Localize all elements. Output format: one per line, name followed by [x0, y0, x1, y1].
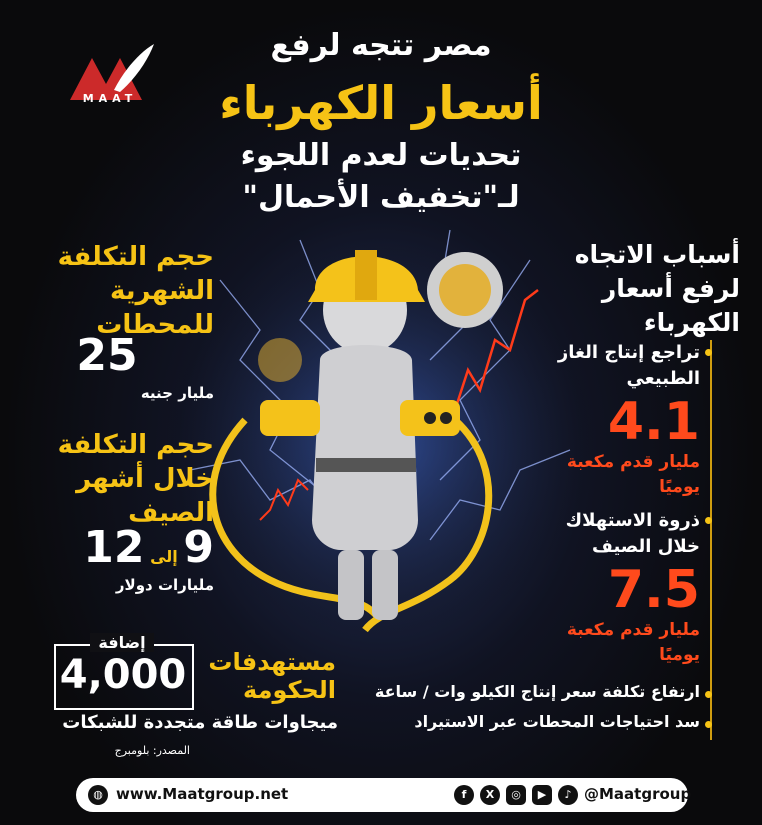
- summer-range-from: 9: [183, 522, 214, 573]
- cost-unit: مليار جنيه: [140, 384, 214, 402]
- reasons-divider: [710, 340, 712, 740]
- globe-icon[interactable]: ◍: [88, 785, 108, 805]
- reason-2-text: ذروة الاستهلاك خلال الصيف: [565, 510, 700, 557]
- reason-4: [348, 712, 700, 731]
- instagram-icon[interactable]: ◎: [506, 785, 526, 805]
- tiktok-icon[interactable]: ♪: [558, 785, 578, 805]
- headline-line-2: أسعار الكهرباء: [219, 76, 543, 130]
- reason-2-value: 7.5: [607, 560, 700, 620]
- bullet-dot-icon: [705, 349, 712, 356]
- summer-title-line-2: خلال أشهر: [76, 464, 214, 494]
- reasons-title-line-3: الكهرباء: [643, 308, 740, 337]
- reason-1-value: 4.1: [607, 392, 700, 452]
- addition-value: 4,000: [59, 652, 187, 698]
- cost-title-line-2: الشهرية: [110, 276, 214, 306]
- social-handle[interactable]: @Maatgroup: [584, 785, 692, 803]
- facebook-icon[interactable]: f: [454, 785, 474, 805]
- reason-3: [348, 682, 700, 701]
- reasons-title-line-1: أسباب الاتجاه: [574, 240, 740, 269]
- bullet-dot-icon: [705, 721, 712, 728]
- reason-4-text: سد احتياجات المحطات عبر الاستيراد: [414, 712, 700, 731]
- reason-1: [540, 340, 700, 392]
- addition-target-line-1: مستهدفات: [208, 648, 336, 676]
- cost-value: 25: [76, 330, 138, 381]
- summer-range-separator: إلى: [150, 547, 178, 566]
- summer-range-to: 12: [83, 522, 145, 573]
- summer-unit: مليارات دولار: [115, 576, 214, 594]
- headline-line-1: مصر تتجه لرفع: [270, 28, 492, 63]
- reason-2: [540, 508, 700, 560]
- logo-text: MAAT: [82, 92, 138, 105]
- summer-range: [60, 522, 214, 578]
- youtube-icon[interactable]: ▶: [532, 785, 552, 805]
- reasons-title-line-2: لرفع أسعار: [601, 274, 740, 303]
- summer-title-line-3: الصيف: [128, 498, 214, 528]
- website-link[interactable]: www.Maatgroup.net: [116, 785, 289, 803]
- reason-1-text: تراجع إنتاج الغاز الطبيعي: [557, 342, 700, 389]
- bullet-dot-icon: [705, 517, 712, 524]
- bullet-dot-icon: [705, 691, 712, 698]
- summer-title-line-1: حجم التكلفة: [57, 430, 214, 460]
- reason-1-unit: مليار قدم مكعبة يوميًا: [566, 452, 700, 497]
- cost-title-line-1: حجم التكلفة: [57, 242, 214, 272]
- addition-target-line-2: الحكومة: [243, 676, 336, 704]
- x-icon[interactable]: X: [480, 785, 500, 805]
- cost-title-line-3: للمحطات: [96, 310, 214, 340]
- addition-unit: ميجاوات طاقة متجددة للشبكات: [62, 712, 338, 733]
- reason-2-unit: مليار قدم مكعبة يوميًا: [566, 620, 700, 665]
- headline-line-4: لـ"تخفيف الأحمال": [242, 180, 520, 215]
- headline-line-3: تحديات لعدم اللجوء: [240, 138, 522, 173]
- source-note: المصدر: بلومبرج: [114, 744, 190, 757]
- reason-3-text: ارتفاع تكلفة سعر إنتاج الكيلو وات / ساعة: [374, 682, 700, 701]
- addition-label: إضافة: [90, 633, 154, 652]
- footer-bar: [76, 778, 692, 812]
